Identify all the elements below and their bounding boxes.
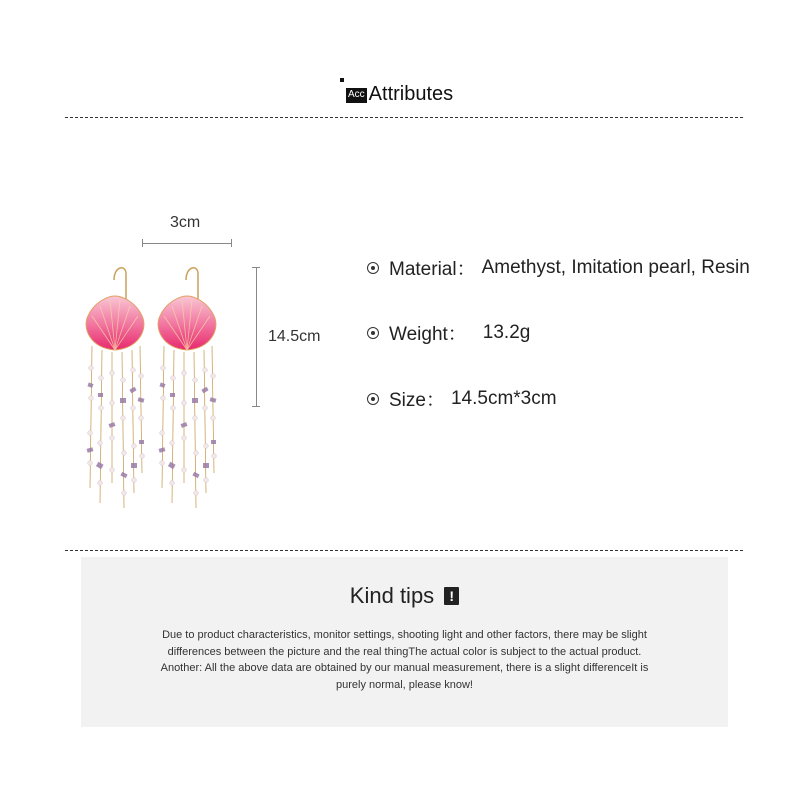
earring-right	[158, 268, 216, 508]
section-header	[340, 76, 453, 106]
width-tick-left	[142, 239, 143, 247]
earrings-product-image	[70, 258, 230, 520]
width-tick-right	[231, 239, 232, 247]
kind-tips-panel	[81, 557, 728, 727]
kind-tips-heading	[81, 583, 728, 609]
page-title: Attributes	[368, 82, 454, 105]
top-divider	[65, 117, 743, 118]
bottom-divider	[65, 550, 743, 551]
height-tick-top	[252, 267, 260, 268]
attribute-value: 13.2g	[482, 321, 531, 343]
kind-tips-text	[101, 627, 708, 693]
kind-tips-title: Kind tips	[349, 583, 435, 608]
attribute-value: 14.5cm*3cm	[450, 387, 557, 409]
tips-line: purely normal, please know!	[336, 678, 473, 691]
height-tick-bottom	[252, 406, 260, 407]
width-dimension-line	[142, 243, 232, 244]
bullet-icon	[367, 393, 379, 405]
attribute-label: Size：	[389, 390, 445, 411]
attribute-label: Weight：	[389, 324, 467, 345]
attribute-material	[367, 254, 750, 281]
bullet-icon	[367, 262, 379, 274]
earring-left	[86, 268, 144, 508]
tips-line: Another: All the above data are obtained by our manual measurement, there is a slight differenceIt is	[160, 662, 649, 674]
attribute-weight	[367, 319, 530, 346]
tips-line: differences between the picture and the real thingThe actual color is subject to the actual product.	[167, 645, 642, 658]
attribute-value: Amethyst, Imitation pearl, Resin	[481, 256, 750, 278]
header-badge: Acc	[346, 88, 367, 103]
height-dimension-label: 14.5cm	[268, 328, 321, 345]
warning-icon: !	[444, 587, 459, 605]
attribute-size	[367, 385, 557, 412]
bullet-icon	[367, 327, 379, 339]
width-dimension-label: 3cm	[170, 214, 201, 231]
attribute-label: Material：	[389, 259, 476, 280]
height-dimension-line	[256, 267, 257, 407]
tips-line: Due to product characteristics, monitor settings, shooting light and other factors, there may be slight	[162, 629, 647, 641]
header-dot	[340, 78, 344, 82]
